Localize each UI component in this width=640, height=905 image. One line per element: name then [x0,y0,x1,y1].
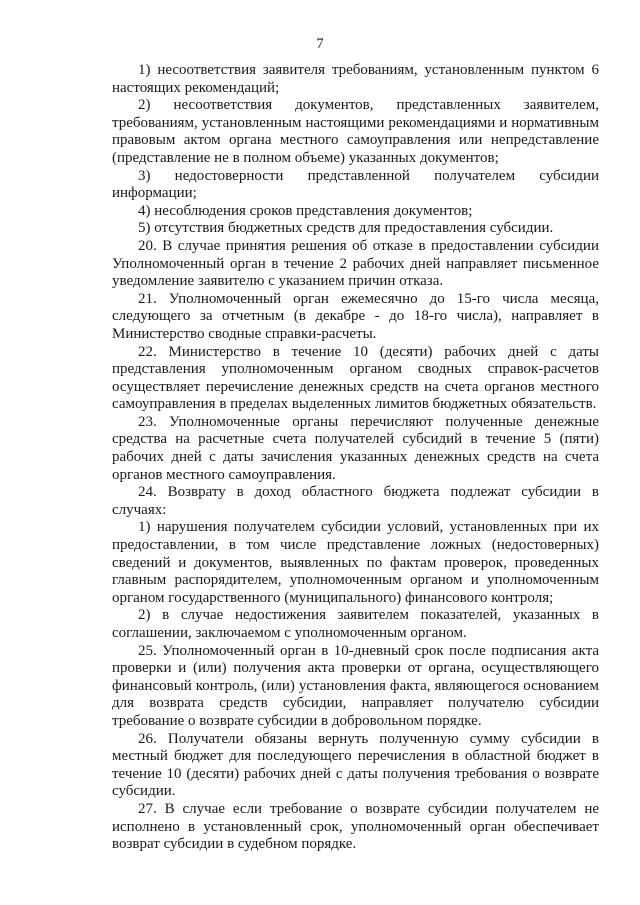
paragraph-24-item-1: 1) нарушения получателем субсидии условий, установленных при их предоставлении, в том числе представление ложных (недостоверных) сведений и документов, выявленных по фактам проверок, проведенных главным распорядителем, уполномоченным органом и уполномоченным органом государственного (муниципального) финансового контроля; [112,519,599,606]
paragraph-24-item-2: 2) в случае недостижения заявителем показателей, указанных в соглашении, заключаемом с уполномоченным органом. [112,607,599,641]
paragraph-24: 24. Возврату в доход областного бюджета подлежат субсидии в случаях: [112,484,599,518]
paragraph-1: 1) несоответствия заявителя требованиям, установленным пунктом 6 настоящих рекомендаций; [112,62,599,96]
paragraph-22: 22. Министерство в течение 10 (десяти) рабочих дней с даты представления уполномоченным органом сводных справок-расчетов осуществляет перечисление денежных средств на счета органов местного самоуправления в пределах выделенных лимитов бюджетных обязательств. [112,343,599,413]
paragraph-21: 21. Уполномоченный орган ежемесячно до 15-го числа месяца, следующего за отчетным (в декабре - до 18-го числа), направляет в Министерство сводные справки-расчеты. [112,290,599,342]
paragraph-27: 27. В случае если требование о возврате субсидии получателем не исполнено в установленный срок, уполномоченный орган обеспечивает возврат субсидии в судебном порядке. [112,800,599,853]
paragraph-23: 23. Уполномоченные органы перечисляют полученные денежные средства на расчетные счета получателей субсидий в течение 5 (пяти) рабочих дней с даты зачисления указанных денежных средств на счета органов местного самоуправления. [112,413,599,483]
paragraph-2: 2) несоответствия документов, представленных заявителем, требованиям, установленным настоящими рекомендациями и нормативным правовым актом органа местного самоуправления или непредставление (представление не в полном объеме) указанных документов; [112,97,599,166]
paragraph-3: 3) недостоверности представленной получателем субсидии информации; [112,167,599,202]
page-number: 7 [316,36,324,52]
document-body [112,62,599,854]
paragraph-20: 20. В случае принятия решения об отказе в предоставлении субсидии Уполномоченный орган в течение 2 рабочих дней направляет письменное уведомление заявителю с указанием причин отказа. [112,237,599,290]
paragraph-4: 4) несоблюдения сроков представления документов; [138,202,473,219]
paragraph-5: 5) отсутствия бюджетных средств для предоставления субсидии. [138,220,554,237]
paragraph-26: 26. Получатели обязаны вернуть полученную сумму субсидии в местный бюджет для последующего перечисления в областной бюджет в течение 10 (десяти) рабочих дней с даты получения требования о возврате субсидии. [112,730,599,800]
paragraph-25: 25. Уполномоченный орган в 10-дневный срок после подписания акта проверки и (или) получения акта проверки от органа, осуществляющего финансовый контроль, (или) установления факта, являющегося основанием для возврата средств субсидии, направляет получателю субсидии требование о возврате субсидии в добровольном порядке. [112,642,599,729]
